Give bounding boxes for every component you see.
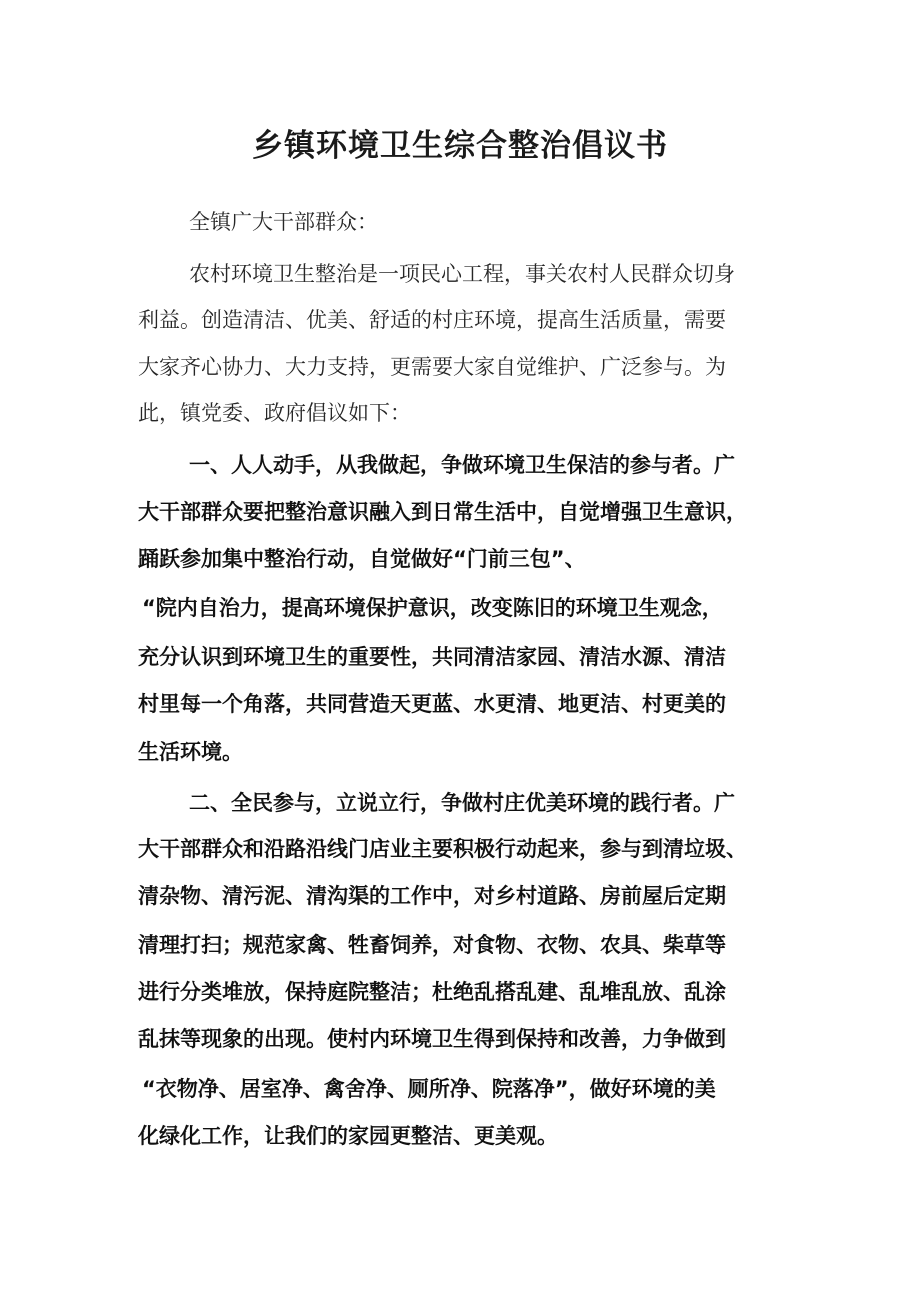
item2-line: 化绿化工作，让我们的家园更整洁、更美观。 (138, 1124, 558, 1148)
item1-line: 一、人人动手，从我做起，争做环境卫生保洁的参与者。广 (189, 453, 735, 477)
document-title: 乡镇环境卫生综合整治倡议书 (252, 128, 668, 164)
item2-line: “衣物净、居室净、禽舍净、厕所净、院落净”，做好环境的美 (142, 1077, 716, 1101)
item2-line: 清理打扫；规范家禽、牲畜饲养，对食物、衣物、农具、柴草等 (138, 933, 726, 957)
item1-line: 村里每一个角落，共同营造天更蓝、水更清、地更洁、村更美的 (138, 692, 726, 716)
item2-line: 清杂物、清污泥、清沟渠的工作中，对乡村道路、房前屋后定期 (138, 884, 726, 908)
item2-line: 二、全民参与，立说立行，争做村庄优美环境的践行者。广 (189, 791, 735, 815)
intro-line: 利益。创造清洁、优美、舒适的村庄环境，提高生活质量，需要 (138, 308, 726, 332)
item2-line: 进行分类堆放，保持庭院整洁；杜绝乱搭乱建、乱堆乱放、乱涂 (138, 980, 726, 1004)
item2-line: 乱抹等现象的出现。使村内环境卫生得到保持和改善，力争做到 (138, 1027, 726, 1051)
item1-line: 生活环境。 (138, 740, 243, 764)
intro-line: 大家齐心协力、大力支持，更需要大家自觉维护、广泛参与。为 (138, 355, 726, 379)
item2-line: 大干部群众和沿路沿线门店业主要积极行动起来，参与到清垃圾、 (138, 837, 747, 861)
intro-line: 农村环境卫生整治是一项民心工程，事关农村人民群众切身 (189, 262, 735, 286)
intro-line: 此，镇党委、政府倡议如下： (138, 401, 411, 425)
item1-line: 踊跃参加集中整治行动，自觉做好“门前三包”、 (138, 547, 586, 571)
item1-line: 充分认识到环境卫生的重要性，共同清洁家园、清洁水源、清洁 (138, 645, 726, 669)
item1-line: 大干部群众要把整治意识融入到日常生活中，自觉增强卫生意识， (138, 500, 747, 524)
salutation: 全镇广大干部群众： (189, 210, 378, 234)
item1-line: “院内自治力，提高环境保护意识，改变陈旧的环境卫生观念， (142, 596, 723, 620)
